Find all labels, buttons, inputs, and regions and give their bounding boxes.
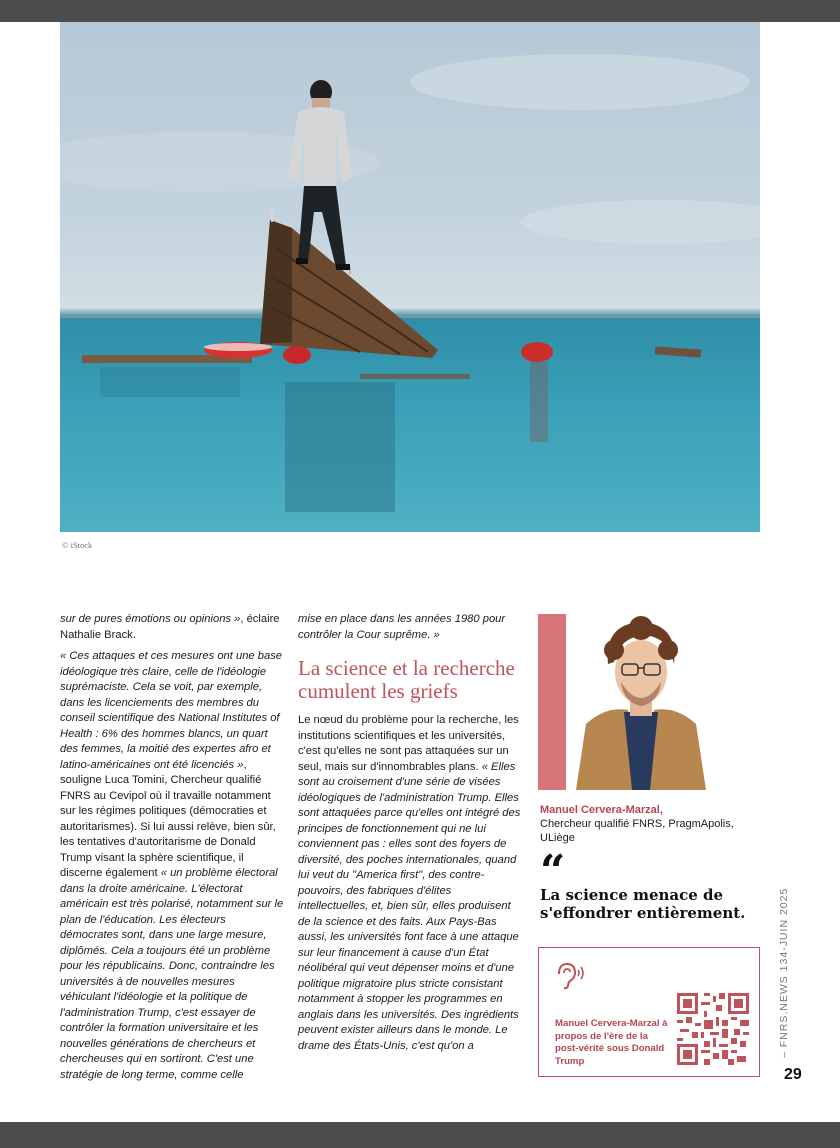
paragraph: mise en place dans les années 1980 pour contrôler la Cour suprême. » [298, 613, 506, 641]
person-role: Chercheur qualifié FNRS, PragmApolis, ULiège [540, 818, 734, 844]
ear-listen-icon [555, 962, 585, 995]
podcast-box[interactable] [538, 947, 760, 1077]
qr-code-icon[interactable] [677, 993, 749, 1070]
podcast-description: Manuel Cervera-Marzal à propos de l'ère de la post-vérité sous Donald Trump [555, 1018, 668, 1067]
photo-credit: © iStock [62, 540, 93, 550]
article-column-1 [60, 612, 285, 1089]
paragraph: « Ces attaques et ces mesures ont une base idéologique très claire, celle de l'idéologie suprémaciste. Cela se voit, par exemple, dans les licenciements des membres du conseil scientifique des National Institutes of Health : 6% des hommes blancs, un quart des femmes, la moitié des expertes afro et latino-américaines ont été licenciés », souligne Luca Tomini, Chercheur qualifié FNRS au Cevipol où il travaille notamment sur les régimes politiques (démocraties et autoritarismes). Si lui aussi relève, bien sûr, les tentatives d'autoritarisme de Donald Trump visant la sphère scientifique, il discerne également « un problème électoral dans la droite américaine. L'électorat américain est très polarisé, notamment sur le plan de l'éducation. Les électeurs démocrates sont, dans une large mesure, diplômés. Cela a toujours été un problème pour les républicains. Donc, contraindre les universités à de nouvelles mesures véhiculant l'idéologie et la politique de l'administration Trump, c'est essayer de contrôler la formation universitaire et les nouvelles générations de chercheurs et chercheuses qui en sortiront. C'est une stratégie de long terme, comme celle [60, 650, 284, 1081]
article-photo [60, 22, 760, 532]
portrait-photo [566, 614, 716, 790]
paragraph: Le nœud du problème pour la recherche, les institutions scientifiques et les universités, c'est qu'elles ne sont pas attaquées sur un seul, mais sur d'innombrables plans. « Elles sont au croisement d'une série de visées idéologiques de l'administration Trump. Elles sont attaquées parce qu'elles ont intégré des principes de fonctionnement qui ne lui conviennent pas : elles sont des foyers de diversité, des poches internationales, quand lui veut du "America first", des contre-pouvoirs, des fabriques d'élites intellectuelles, et, bien sûr, elles produisent de la science et des faits. Aux Pays-Bas aussi, les universités font face à une attaque sur leur financement à cause d'un État néolibéral qui veut dépenser moins et d'une politique migratoire plus stricte consistant notamment à stopper les programmes en anglais dans les universités. Des ingrédients peuvent exister ailleurs dans le monde. Le drame des États-Unis, c'est qu'on a [298, 714, 521, 1052]
paragraph: sur de pures émotions ou opinions », éclaire Nathalie Brack. [60, 613, 280, 641]
publication-label: – FNRS.NEWS 134-JUIN 2025 [778, 887, 790, 1058]
person-name: Manuel Cervera-Marzal, [540, 804, 663, 816]
page-number: 29 [784, 1066, 802, 1083]
quote-mark: “ [540, 846, 566, 897]
article-column-2 [298, 612, 524, 1060]
portrait-block [538, 614, 716, 790]
viewer-bottom-bar [0, 1122, 840, 1148]
pull-quote: La science menace de s'effondrer entièrement. [540, 886, 746, 922]
viewer-top-bar [0, 0, 840, 22]
section-heading: La science et la recherche cumulent les griefs [298, 656, 515, 703]
